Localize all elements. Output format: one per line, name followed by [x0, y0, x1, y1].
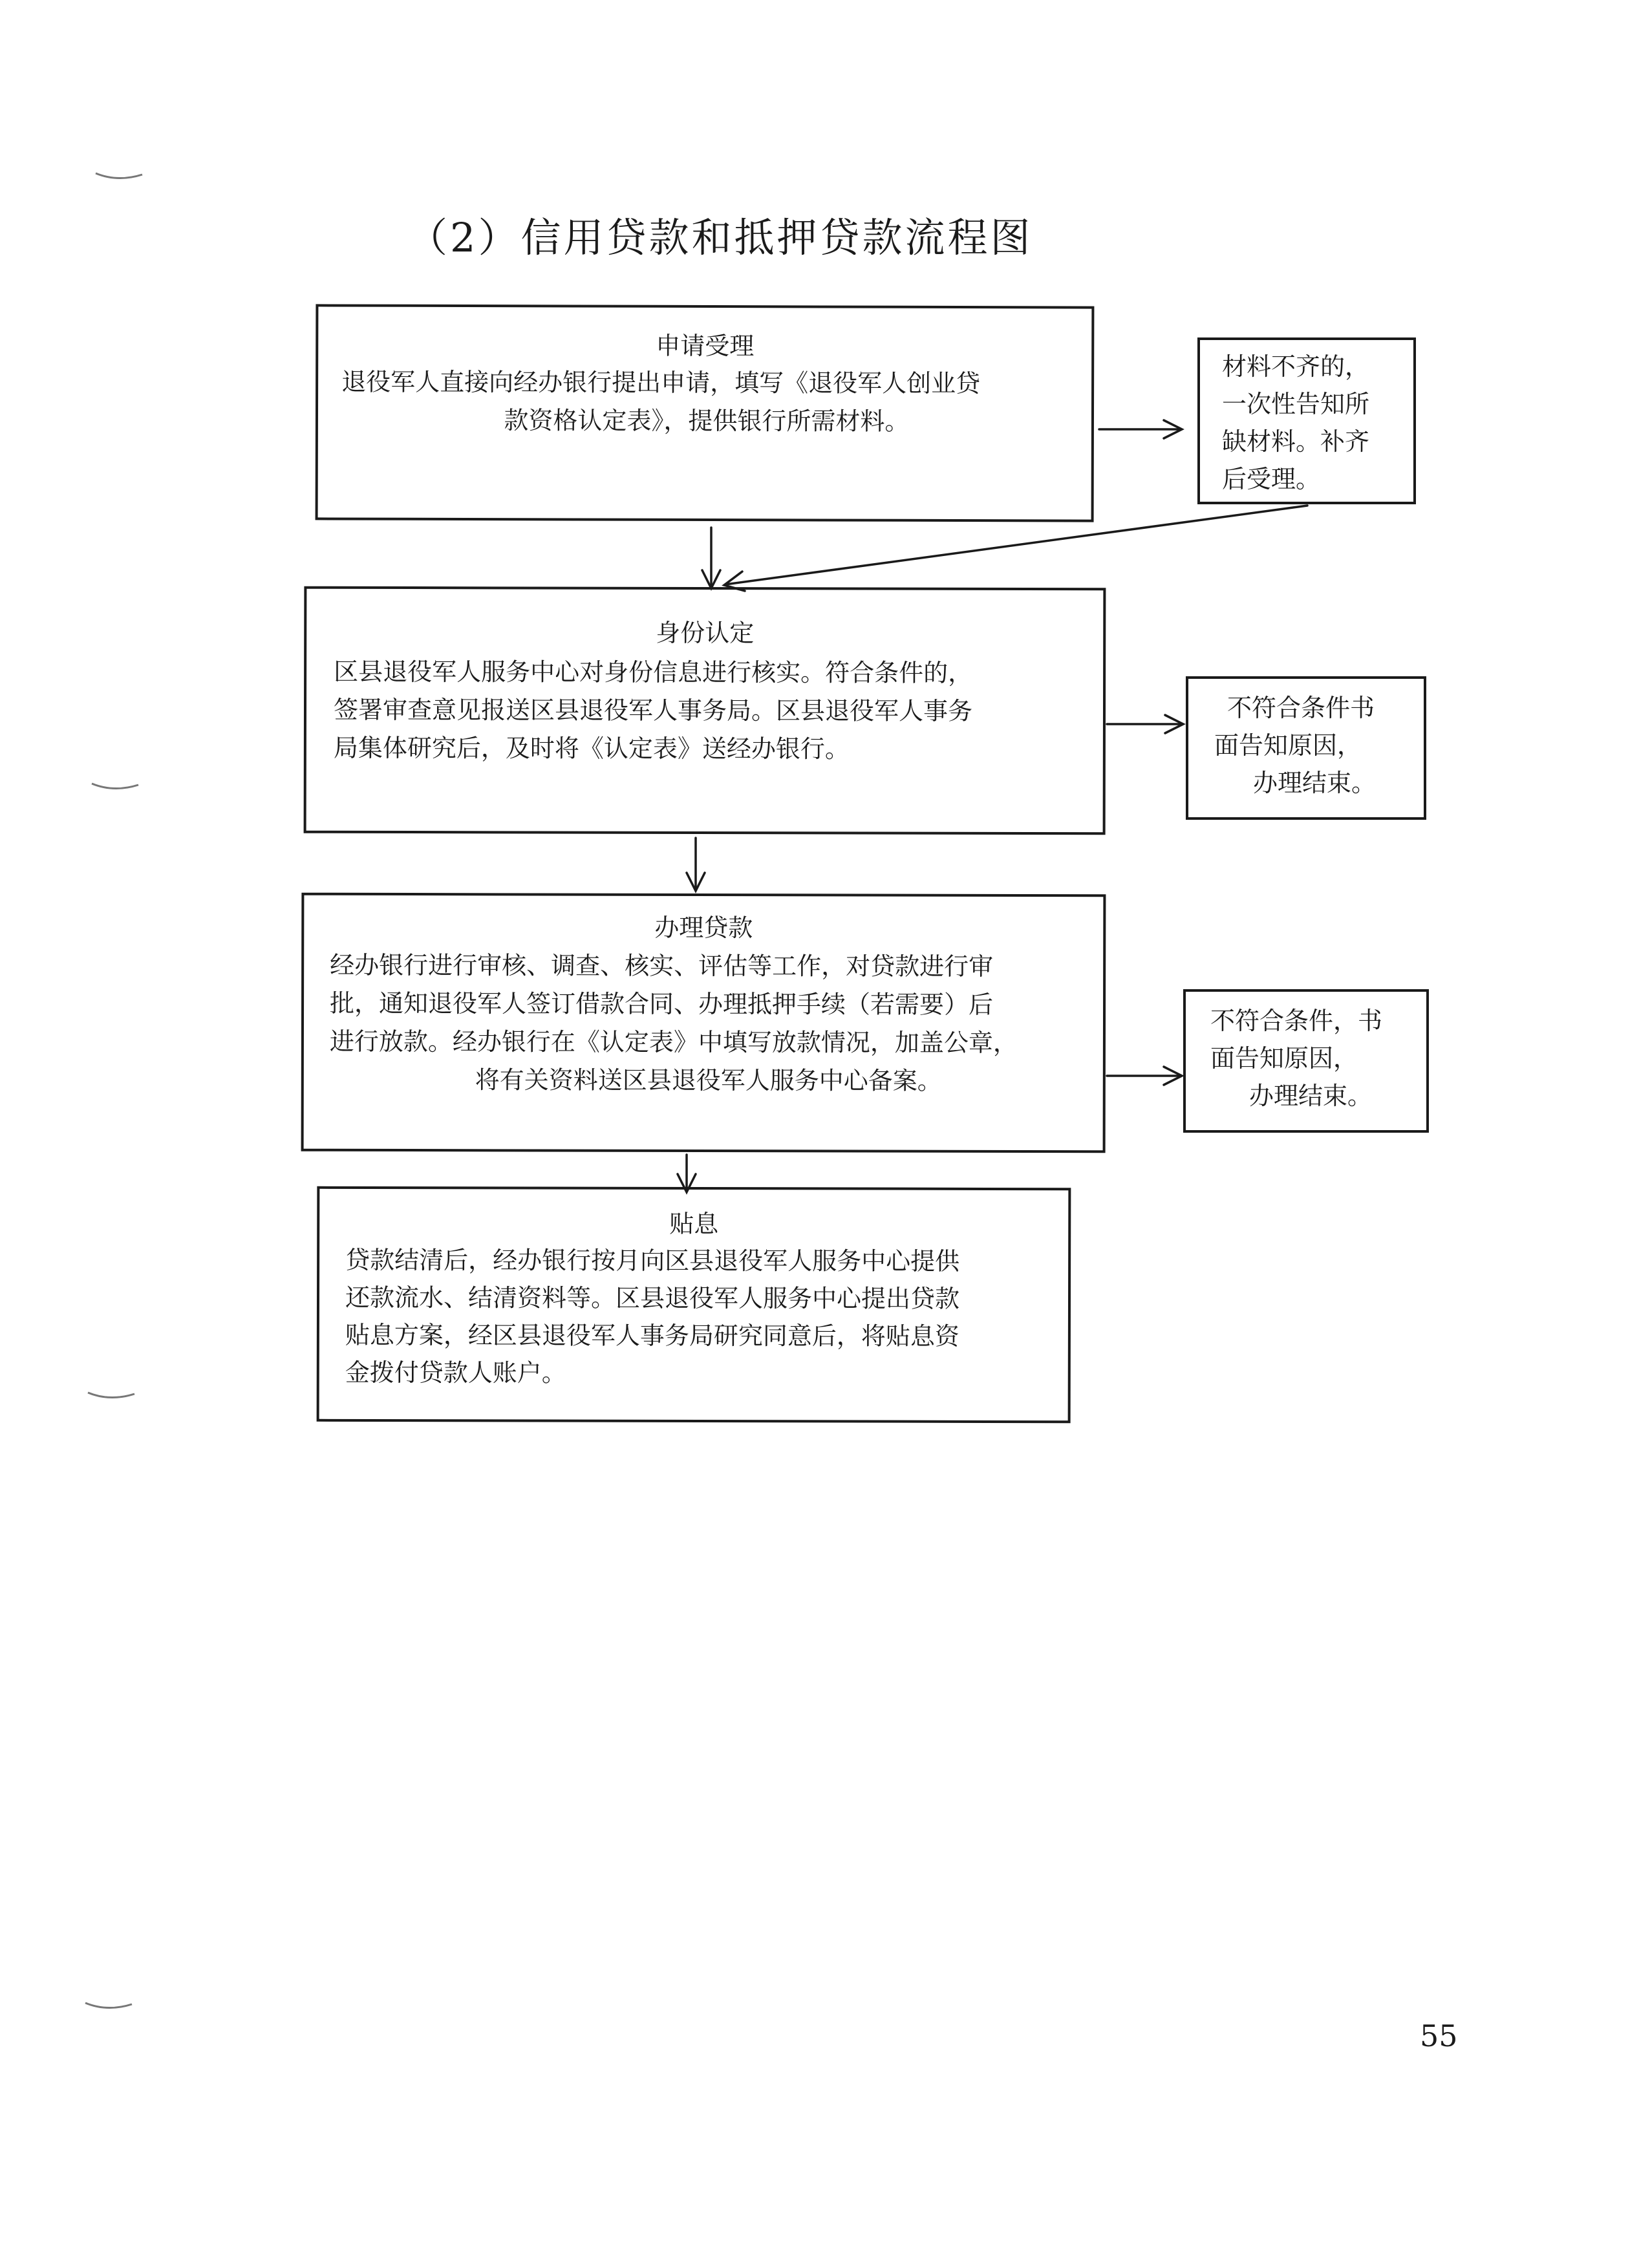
- step-text-line: 贴息方案，经区县退役军人事务局研究同意后，将贴息资: [345, 1320, 959, 1351]
- step-heading: 办理贷款: [654, 913, 753, 943]
- side-note-line: 面告知原因，: [1210, 1044, 1358, 1073]
- side-note-line: 不符合条件，书: [1210, 1007, 1383, 1035]
- side-note-line: 后受理。: [1222, 465, 1321, 493]
- page-number: 55: [1420, 2018, 1458, 2053]
- step-text-line: 将有关资料送区县退役军人服务中心备案。: [475, 1065, 942, 1095]
- binding-mark: [87, 1389, 138, 1404]
- step-heading: 身份认定: [656, 618, 755, 648]
- page-title: （2）信用贷款和抵押贷款流程图: [407, 214, 1033, 261]
- side-note-line: 不符合条件书: [1227, 694, 1375, 722]
- step-text-line: 还款流水、结清资料等。区县退役军人服务中心提出贷款: [345, 1283, 960, 1313]
- side-note-line: 缺材料。补齐: [1222, 427, 1370, 456]
- step-text-line: 款资格认定表》，提供银行所需材料。: [504, 406, 910, 436]
- side-note-line: 一次性告知所: [1222, 390, 1370, 418]
- step-text-line: 批，通知退役军人签订借款合同、办理抵押手续（若需要）后: [330, 989, 994, 1019]
- binding-mark: [94, 169, 146, 185]
- step-heading: 贴息: [669, 1209, 719, 1239]
- step-text-line: 局集体研究后，及时将《认定表》送经办银行。: [333, 733, 850, 764]
- step-text-line: 经办银行进行审核、调查、核实、评估等工作，对贷款进行审: [330, 950, 994, 981]
- step-text-line: 进行放款。经办银行在《认定表》中填写放款情况，加盖公章，: [329, 1027, 1018, 1058]
- step-text-line: 区县退役军人服务中心对身份信息进行核实。符合条件的，: [334, 657, 973, 687]
- step-heading: 申请受理: [656, 331, 755, 361]
- side-note-line: 面告知原因，: [1214, 731, 1362, 760]
- arrow-return-diagonal: [725, 506, 1307, 584]
- binding-mark: [91, 780, 142, 795]
- step-text-line: 贷款结清后，经办银行按月向区县退役军人服务中心提供: [345, 1245, 960, 1276]
- side-note-line: 办理结束。: [1253, 769, 1377, 797]
- side-note-line: 材料不齐的，: [1222, 352, 1370, 381]
- step-text-line: 退役军人直接向经办银行提出申请，填写《退役军人创业贷: [341, 367, 981, 398]
- step-text-line: 金拨付贷款人账户。: [345, 1358, 566, 1387]
- binding-mark: [84, 1999, 136, 2015]
- step-text-line: 签署审查意见报送区县退役军人事务局。区县退役军人事务: [333, 695, 973, 725]
- side-note-line: 办理结束。: [1249, 1082, 1373, 1110]
